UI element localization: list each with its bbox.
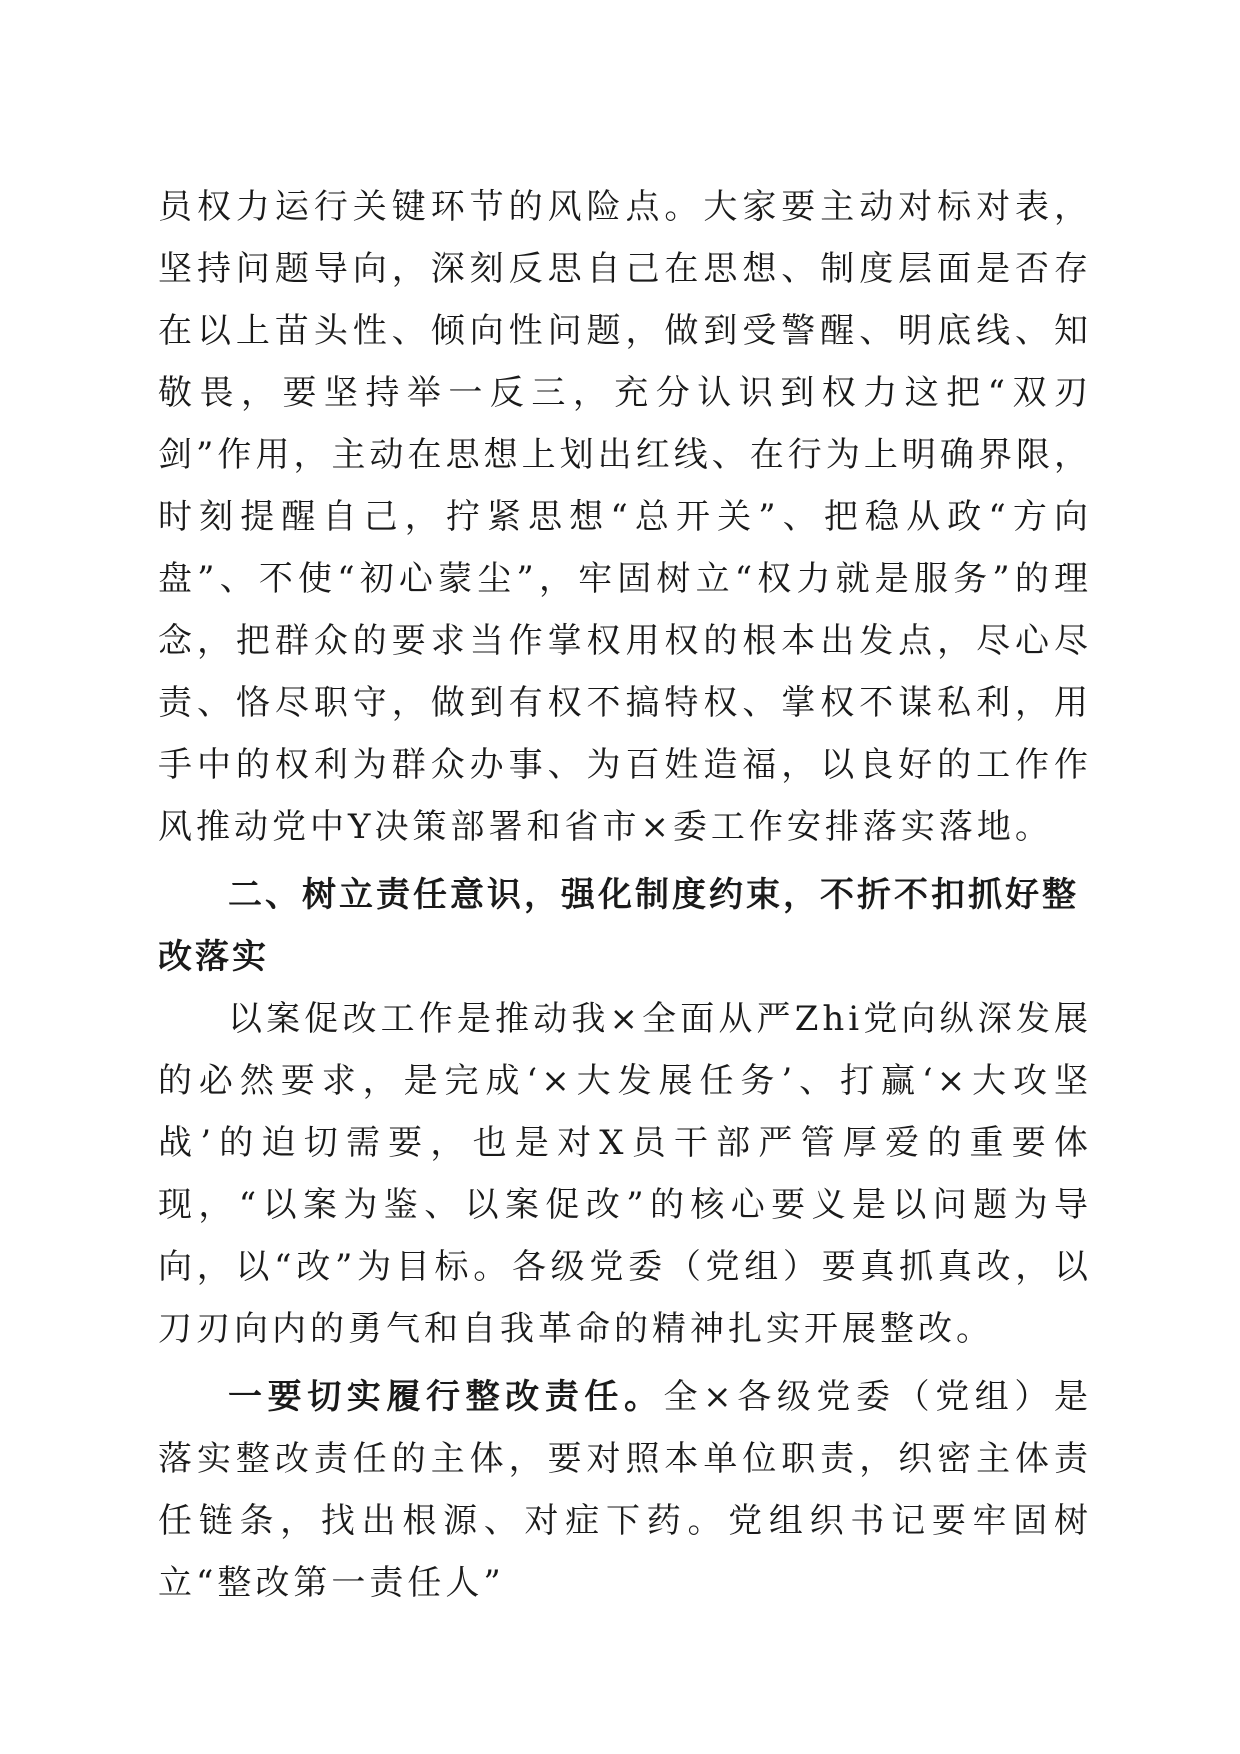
document-page [158,176,1092,1614]
paragraph-continued: 员权力运行关键环节的风险点。大家要主动对标对表，坚持问题导向，深刻反思自己在思想、制度层面是否存在以上苗头性、倾向性问题，做到受警醒、明底线、知敬畏，要坚持举一反三，充分认识到权力这把“双刃剑”作用，主动在思想上划出红线、在行为上明确界限，时刻提醒自己，拧紧思想“总开关”、把稳从政“方向盘”、不使“初心蒙尘”，牢固树立“权力就是服务”的理念，把群众的要求当作掌权用权的根本出发点，尽心尽责、恪尽职守，做到有权不搞特权、掌权不谋私利，用手中的权利为群众办事、为百姓造福，以良好的工作作风推动党中Y决策部署和省市×委工作安排落实落地。 [158,187,1092,847]
paragraph-section-intro: 以案促改工作是推动我×全面从严Zhi党向纵深发展的必然要求，是完成‘×大发展任务’、打赢‘×大攻坚战’的迫切需要，也是对X员干部严管厚爱的重要体现，“以案为鉴、以案促改”的核心要义是以问题为导向，以“改”为目标。各级党委（党组）要真抓真改，以刀刃向内的勇气和自我革命的精神扎实开展整改。 [158,999,1092,1349]
section-heading: 二、树立责任意识，强化制度约束，不折不扣抓好整改落实 [158,875,1079,977]
item-body-text: 全×各级党委（党组）是落实整改责任的主体，要对照本单位职责，织密主体责任链条，找出根源、对症下药。党组织书记要牢固树立“整改第一责任人” [158,1377,1092,1603]
paragraph-item-one [158,1366,1092,1614]
item-lead-text: 一要切实履行整改责任。 [228,1377,664,1417]
